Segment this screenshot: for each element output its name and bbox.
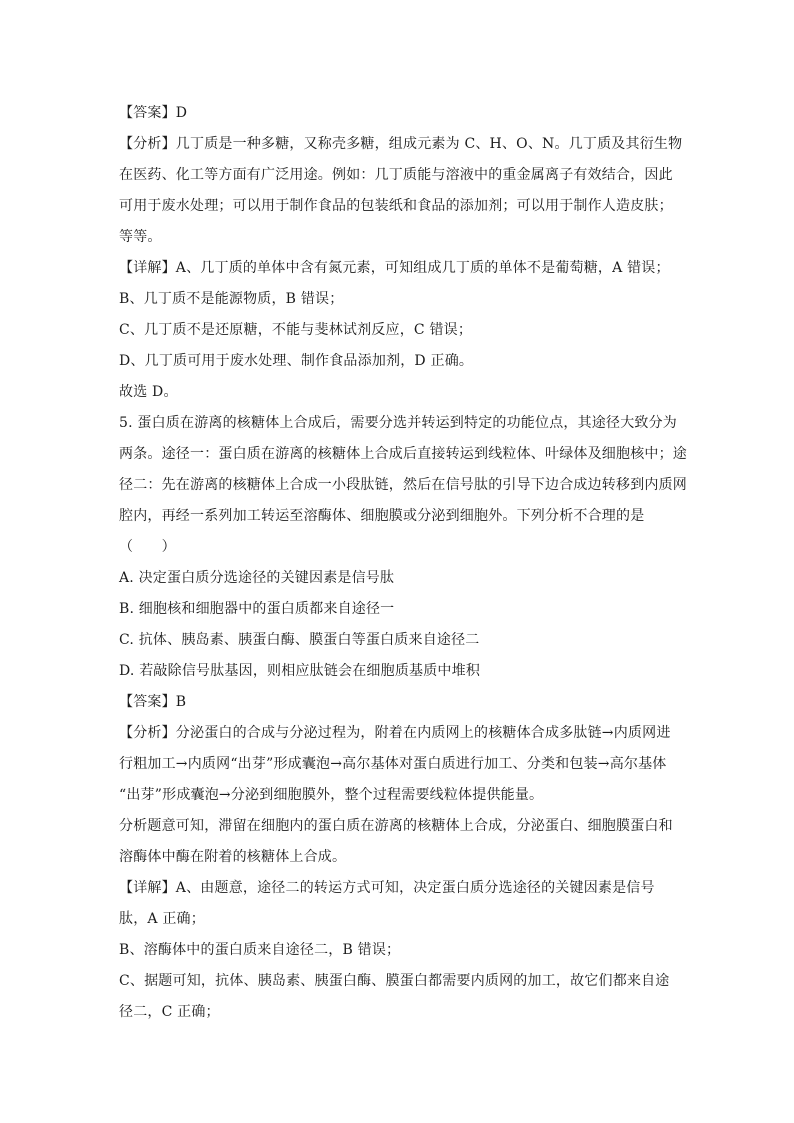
analysis-line: 行粗加工→内质网“出芽”形成囊泡→高尔基体对蛋白质进行加工、分类和包装→高尔基体 [119, 756, 667, 772]
explanation-line: B、溶酶体中的蛋白质来自途径二，B 错误； [119, 942, 401, 958]
explanation-line: 肽，A 正确； [119, 911, 205, 927]
answer-line: 【答案】D [119, 105, 188, 121]
explanation-line: C、据题可知，抗体、胰岛素、胰蛋白酶、膜蛋白都需要内质网的加工，故它们都来自途 [119, 973, 670, 989]
question-line: 腔内，再经一系列加工转运至溶酶体、细胞膜或分泌到细胞外。下列分析不合理的是 [119, 508, 645, 524]
conclusion-line: 故选 D。 [119, 384, 178, 400]
analysis-line: 分析题意可知，滞留在细胞内的蛋白质在游离的核糖体上合成，分泌蛋白、细胞膜蛋白和 [119, 818, 673, 834]
explanation-line: D、几丁质可用于废水处理、制作食品添加剂，D 正确。 [119, 353, 474, 369]
explanation-line: 【详解】A、几丁质的单体中含有氮元素，可知组成几丁质的单体不是葡萄糖，A 错误； [119, 260, 670, 276]
analysis-line: 等等。 [119, 229, 162, 245]
explanation-line: B、几丁质不是能源物质，B 错误； [119, 291, 344, 307]
analysis-line: 【分析】几丁质是一种多糖，又称壳多糖，组成元素为 C、H、O、N。几丁质及其衍生物 [119, 136, 683, 152]
document-page [119, 98, 687, 1028]
explanation-line: C、几丁质不是还原糖，不能与斐林试剂反应，C 错误； [119, 322, 473, 338]
question-line: 两条。途径一：蛋白质在游离的核糖体上合成后直接转运到线粒体、叶绿体及细胞核中；途 [119, 446, 687, 462]
question-line: 径二：先在游离的核糖体上合成一小段肽链，然后在信号肽的引导下边合成边转移到内质网 [119, 477, 687, 493]
analysis-line: 【分析】分泌蛋白的合成与分泌过程为，附着在内质网上的核糖体合成多肽链→内质网进 [119, 725, 671, 741]
explanation-line: 径二，C 正确； [119, 1004, 220, 1020]
question-line: 5. 蛋白质在游离的核糖体上合成后，需要分选并转运到特定的功能位点，其途径大致分为 [119, 415, 678, 431]
option-d: D. 若敲除信号肽基因，则相应肽链会在细胞质基质中堆积 [119, 663, 481, 679]
analysis-line: 在医药、化工等方面有广泛用途。例如：几丁质能与溶液中的重金属离子有效结合，因此 [119, 167, 673, 183]
option-b: B. 细胞核和细胞器中的蛋白质都来自途径一 [119, 601, 395, 617]
answer-line: 【答案】B [119, 694, 187, 710]
question-blank: （ ） [119, 539, 176, 555]
analysis-line: 溶酶体中酶在附着的核糖体上合成。 [119, 849, 347, 865]
option-a: A. 决定蛋白质分选途径的关键因素是信号肽 [119, 570, 395, 586]
analysis-line: “出芽”形成囊泡→分泌到细胞膜外，整个过程需要线粒体提供能量。 [119, 787, 544, 803]
explanation-line: 【详解】A、由题意，途径二的转运方式可知，决定蛋白质分选途径的关键因素是信号 [119, 880, 655, 896]
analysis-line: 可用于废水处理；可以用于制作食品的包装纸和食品的添加剂；可以用于制作人造皮肤； [119, 198, 673, 214]
option-c: C. 抗体、胰岛素、胰蛋白酶、膜蛋白等蛋白质来自途径二 [119, 632, 480, 648]
